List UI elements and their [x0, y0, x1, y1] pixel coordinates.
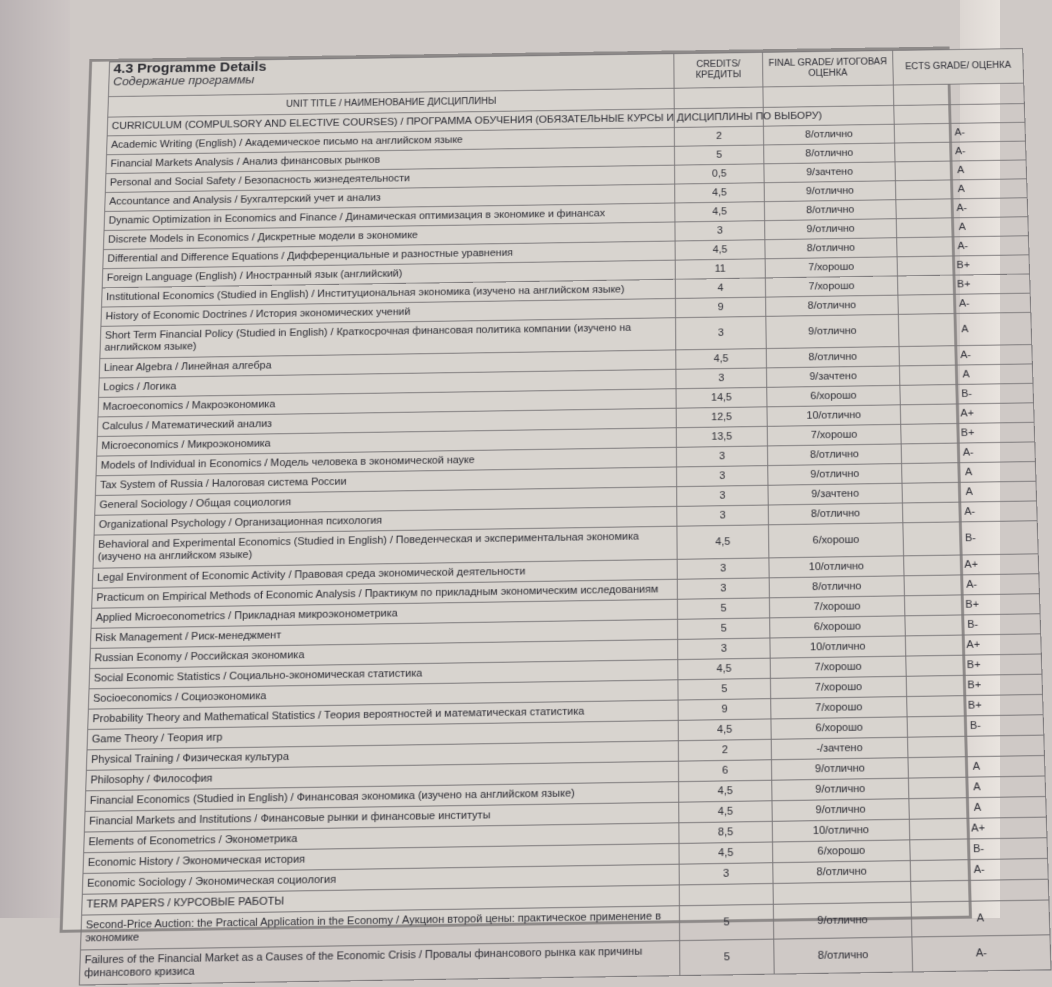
final-grade-value: 9/отлично	[772, 799, 909, 822]
credits-value: 3	[677, 558, 769, 579]
credits-value: 3	[676, 446, 767, 467]
final-grade-value: 7/хорошо	[769, 596, 904, 618]
final-grade-value: 7/хорошо	[770, 656, 906, 678]
col-credits: CREDITS/ КРЕДИТЫ	[674, 52, 763, 88]
ects-grade-value: A-	[910, 858, 1048, 881]
course-title: Legal Environment of Economic Activity / Правовая среда экономической деятельности	[92, 559, 677, 588]
course-title: Dynamic Optimization in Economics and Finance / Динамическая оптимизация в экономике и финансах	[104, 203, 675, 231]
credits-value: 2	[674, 126, 763, 146]
credits-value: 4,5	[679, 842, 773, 864]
credits-value: 4,5	[675, 202, 765, 222]
final-grade-value: 10/отлично	[772, 819, 910, 842]
credits-value: 3	[675, 221, 765, 241]
credits-value: 3	[678, 638, 771, 660]
final-grade-value: 8/отлично	[769, 576, 904, 598]
ects-grade-value: A-	[912, 935, 1051, 972]
credits-value: 12,5	[676, 407, 767, 428]
col-ects: ECTS GRADE/ ОЦЕНКА	[893, 49, 1024, 85]
course-title: Second-Price Auction: the Practical Application in the Economy / Аукцион второй цены: практическое применение в экономике	[80, 906, 679, 950]
ects-grade-value: A-	[904, 574, 1039, 596]
ects-grade-value: A+	[904, 554, 1039, 576]
ects-grade-value: B+	[906, 654, 1042, 676]
course-title: Economic Sociology / Экономическая социология	[82, 864, 679, 894]
ects-grade-value: B-	[900, 383, 1034, 404]
ects-grade-value: B+	[897, 274, 1030, 295]
credits-value: 4,5	[679, 801, 773, 823]
ects-grade-value: A-	[899, 345, 1032, 366]
course-title: Probability Theory and Mathematical Statistics / Теория вероятностей и математическая статистика	[88, 700, 678, 729]
course-title: Risk Management / Риск-менеджмент	[90, 619, 677, 648]
ects-grade-value: B-	[907, 715, 1044, 737]
course-title: Logics / Логика	[99, 369, 676, 397]
final-grade-value: 7/хорошо	[765, 276, 898, 297]
course-title: Organizational Psychology / Организационная психология	[94, 506, 677, 535]
final-grade-value: 8/отлично	[764, 143, 895, 164]
credits-value: 3	[677, 505, 769, 526]
credits-value: 4,5	[675, 183, 765, 203]
final-grade-value: 7/хорошо	[767, 424, 901, 446]
course-title: Personal and Social Safety / Безопасность жизнедеятельности	[105, 165, 674, 192]
credits-value: 5	[677, 598, 769, 619]
course-title: History of Economic Doctrines / История экономических учений	[101, 298, 676, 326]
ects-grade-value: A-	[897, 236, 1029, 257]
credits-value: 4	[675, 278, 765, 299]
term-papers-header: TERM PAPERS / КУРСОВЫЕ РАБОТЫ	[82, 885, 680, 915]
final-grade-value: 8/отлично	[766, 295, 899, 316]
ects-grade-value: A-	[896, 198, 1028, 219]
course-title: Elements of Econometrics / Эконометрика	[84, 823, 679, 853]
final-grade-value: -/зачтено	[771, 737, 908, 760]
course-title: Philosophy / Философия	[86, 761, 679, 791]
course-title: Russian Economy / Российская экономика	[90, 639, 678, 668]
course-title: Applied Microeconometrics / Прикладная микроэконометрика	[91, 599, 678, 628]
credits-value: 0,5	[675, 164, 765, 184]
ects-grade-value: A	[899, 364, 1033, 385]
course-title: Calculus / Математический анализ	[97, 408, 676, 436]
ects-grade-value: B-	[903, 521, 1038, 556]
final-grade-value: 9/отлично	[773, 902, 912, 939]
course-title: Accountance and Analysis / Бухгалтерский учет и анализ	[105, 184, 675, 211]
final-grade-value: 8/отлично	[765, 238, 897, 259]
ects-grade-value: A+	[900, 403, 1034, 425]
course-title: Linear Algebra / Линейная алгебра	[99, 350, 676, 378]
ects-grade-value: B+	[897, 255, 1030, 276]
course-title: Physical Training / Физическая культура	[86, 741, 678, 771]
final-grade-value: 7/хорошо	[765, 257, 897, 278]
ects-grade-value	[908, 735, 1045, 758]
course-title: Models of Individual in Economics / Модель человека в экономической науке	[96, 447, 677, 475]
ects-grade-value: A	[895, 160, 1027, 181]
course-title: Socioeconomics / Социоэкономика	[88, 680, 678, 709]
group-header: CURRICULUM (COMPULSORY AND ELECTIVE COURSES) / ПРОГРАММА ОБУЧЕНИЯ (ОБЯЗАТЕЛЬНЫЕ КУРСЫ И ДИСЦИПЛИНЫ ПО ВЫБОРУ)	[107, 109, 674, 136]
course-title: Foreign Language (English) / Иностранный язык (английский)	[102, 260, 675, 288]
final-grade-value: 6/хорошо	[768, 523, 903, 558]
final-grade-value: 9/отлично	[771, 758, 908, 781]
course-title: Game Theory / Теория игр	[87, 720, 678, 750]
final-grade-value: 9/зачтено	[764, 162, 896, 183]
credits-value: 14,5	[676, 387, 767, 408]
course-title: Short Term Financial Policy (Studied in English) / Краткосрочная финансовая политика компании (изучено на английском языке)	[100, 318, 676, 359]
credits-value: 11	[675, 259, 765, 279]
col-unit-title: UNIT TITLE / НАИМЕНОВАНИЕ ДИСЦИПЛИНЫ	[108, 88, 674, 117]
credits-value: 9	[675, 297, 765, 318]
final-grade-value: 8/отлично	[768, 503, 903, 525]
course-title: Practicum on Empirical Methods of Economic Analysis / Практикум по прикладным экономическим исследованиям	[92, 579, 678, 608]
credits-value: 3	[677, 578, 769, 599]
ects-grade-value: A	[908, 756, 1045, 779]
credits-value: 5	[678, 678, 771, 700]
credits-value: 4,5	[678, 719, 771, 741]
document-page	[0, 50, 1012, 980]
final-grade-value: 6/хорошо	[771, 717, 908, 739]
credits-value: 5	[680, 939, 775, 975]
credits-value: 2	[678, 739, 771, 761]
credits-value: 5	[679, 904, 773, 940]
credits-value: 4,5	[676, 349, 767, 370]
col-final-grade: FINAL GRADE/ ИТОГОВАЯ ОЦЕНКА	[762, 50, 893, 87]
ects-grade-value: A-	[898, 293, 1031, 314]
ects-grade-value: A+	[905, 634, 1041, 656]
credits-value: 9	[678, 699, 771, 721]
ects-grade-value: A	[909, 797, 1046, 820]
credits-value: 5	[678, 618, 770, 640]
course-title: Economic History / Экономическая история	[83, 843, 679, 873]
section-subtitle: Содержание программы	[112, 72, 255, 89]
programme-table	[79, 48, 1052, 985]
course-title: Discrete Models in Economics / Дискретные модели в экономике	[103, 222, 675, 250]
credits-value: 3	[676, 316, 767, 350]
credits-value: 4,5	[677, 525, 769, 560]
course-title: Microeconomics / Микроэкономика	[97, 428, 677, 456]
final-grade-value: 9/отлично	[772, 778, 909, 801]
final-grade-value: 9/зачтено	[768, 483, 902, 505]
course-title: Financial Markets and Institutions / Финансовые рынки и финансовые институты	[84, 802, 679, 832]
course-title: Institutional Economics (Studied in English) / Институциональная экономика (изучено на английском языке)	[102, 279, 676, 307]
ects-grade-value: B-	[910, 838, 1048, 861]
course-title: Differential and Difference Equations / Дифференциальные и разностные уравнения	[103, 241, 675, 269]
credits-value: 8,5	[679, 821, 773, 843]
course-title: Social Economic Statistics / Социально-экономическая статистика	[89, 660, 678, 689]
credits-value: 5	[674, 145, 763, 165]
final-grade-value: 7/хорошо	[770, 676, 906, 698]
ects-grade-value: B+	[907, 694, 1044, 716]
course-title: Failures of the Financial Market as a Causes of the Economic Crisis / Провалы финансового рынка как причины финансового кризиса	[79, 941, 680, 985]
ects-grade-value: A+	[909, 817, 1047, 840]
ects-grade-value: A-	[901, 442, 1035, 464]
final-grade-value: 10/отлично	[769, 556, 904, 578]
final-grade-value: 9/отлично	[766, 314, 899, 348]
table-body	[79, 83, 1051, 985]
credits-value: 4,5	[679, 780, 772, 802]
ects-grade-value: A-	[895, 141, 1026, 162]
ects-grade-value: A	[911, 900, 1050, 937]
ects-grade-value: A-	[894, 122, 1025, 143]
ects-grade-value: B+	[906, 674, 1042, 696]
document-sheet	[60, 47, 1012, 980]
ects-grade-value: A-	[902, 501, 1037, 523]
ects-grade-value: A	[902, 462, 1036, 484]
course-title: Financial Economics (Studied in English) / Финансовая экономика (изучено на английском языке)	[85, 782, 679, 812]
credits-value: 3	[676, 368, 767, 389]
final-grade-value: 8/отлично	[766, 347, 899, 368]
ects-grade-value: A	[898, 312, 1031, 346]
credits-value: 13,5	[676, 426, 767, 447]
credits-value: 6	[678, 760, 771, 782]
ects-grade-value: A	[895, 179, 1027, 200]
final-grade-value: 9/отлично	[765, 219, 897, 240]
final-grade-value: 6/хорошо	[767, 385, 901, 406]
ects-grade-value: A	[896, 217, 1028, 238]
credits-value: 4,5	[675, 240, 765, 260]
final-grade-value: 8/отлично	[773, 861, 911, 884]
credits-value: 3	[677, 466, 768, 487]
course-title: Macroeconomics / Макроэкономика	[98, 389, 676, 417]
final-grade-value: 9/отлично	[768, 464, 902, 486]
course-title: Behavioral and Experimental Economics (Studied in English) / Поведенческая и экспериментальная экономика (изучено на английском языке)	[93, 526, 677, 568]
course-title: Financial Markets Analysis / Анализ финансовых рынков	[106, 146, 675, 173]
final-grade-value: 10/отлично	[770, 636, 906, 658]
final-grade-value: 8/отлично	[774, 937, 913, 974]
section-title: 4.3 Programme Details	[113, 59, 267, 77]
course-title: Tax System of Russia / Налоговая система России	[95, 467, 676, 496]
final-grade-value: 8/отлично	[763, 124, 894, 145]
credits-value: 3	[679, 863, 773, 885]
final-grade-value: 7/хорошо	[771, 697, 907, 719]
ects-grade-value: B+	[901, 422, 1035, 444]
final-grade-value: 8/отлично	[764, 200, 896, 221]
final-grade-value: 9/зачтено	[766, 366, 899, 387]
ects-grade-value: B-	[905, 614, 1041, 636]
final-grade-value: 10/отлично	[767, 405, 901, 427]
final-grade-value: 6/хорошо	[773, 840, 911, 863]
final-grade-value: 6/хорошо	[770, 616, 906, 638]
credits-value: 3	[677, 485, 769, 506]
ects-grade-value: B+	[904, 594, 1040, 616]
credits-value: 4,5	[678, 658, 771, 680]
ects-grade-value: A	[902, 481, 1037, 503]
course-title: General Sociology / Общая социология	[95, 487, 677, 516]
final-grade-value: 8/отлично	[767, 444, 901, 466]
final-grade-value: 9/отлично	[764, 181, 896, 202]
course-title: Academic Writing (English) / Академическое письмо на английском языке	[107, 127, 675, 154]
ects-grade-value: A	[908, 776, 1045, 799]
